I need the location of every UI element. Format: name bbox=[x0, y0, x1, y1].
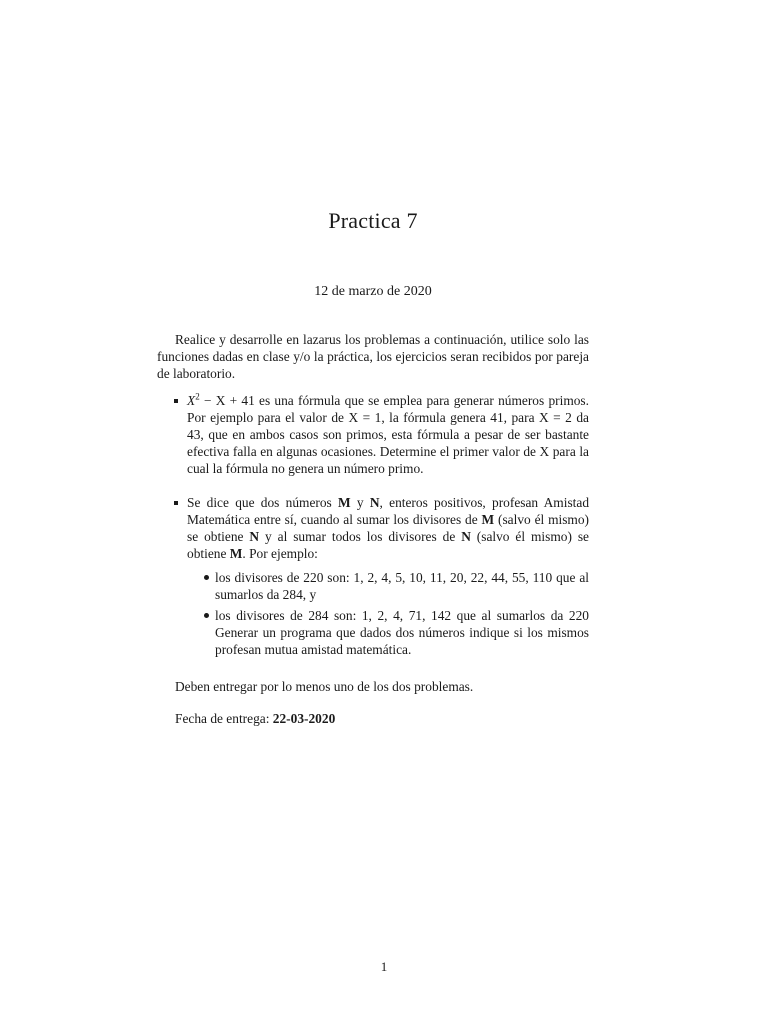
dot-bullet-icon bbox=[204, 613, 209, 618]
document-date: 12 de marzo de 2020 bbox=[314, 284, 432, 299]
problem-1-text-c: da 43, que en ambos casos son primos, esta fórmula a pesar de ser bastante efectiva falla en algunas ocasiones. Determine el primer valor de X para la cual la fórmula no genera un número primo. bbox=[187, 410, 590, 476]
due-date-paragraph bbox=[175, 710, 589, 727]
p2-m1: M bbox=[338, 495, 351, 510]
p2-n1: N bbox=[369, 495, 380, 510]
p2-t4: (salvo él mismo) se obtiene bbox=[187, 512, 589, 544]
p2-t6: (salvo él mismo) se obtiene bbox=[187, 529, 590, 561]
dot-bullet-icon bbox=[204, 575, 209, 580]
problem-1-text-a: es una fórmula que se emplea para generar números primos. Por ejemplo para el valor de bbox=[187, 393, 589, 425]
intro-paragraph: Realice y desarrolle en lazarus los problemas a continuación, utilice solo las funciones dadas en clase y/o la práctica, los ejercicios seran recibidos por pareja de laboratorio. bbox=[157, 332, 589, 381]
equation-x-1: X = 1 bbox=[348, 410, 382, 425]
problem-1-text bbox=[187, 393, 589, 476]
due-date-value: 22-03-2020 bbox=[272, 711, 336, 726]
formula-rest: − X + 41 bbox=[199, 393, 255, 408]
problem-2 bbox=[157, 494, 589, 658]
p2-m2: M bbox=[481, 512, 495, 527]
problem-1-text-b: , la fórmula genera 41, para bbox=[381, 410, 540, 425]
problem-list-2 bbox=[157, 494, 589, 662]
document-page bbox=[157, 0, 589, 1024]
example-list bbox=[187, 569, 589, 658]
example-text-220: los divisores de 220 son: 1, 2, 4, 5, 10, 11, 20, 22, 44, 55, 110 que al sumarlos da 284, y bbox=[215, 570, 589, 602]
formula-exponent: 2 bbox=[195, 391, 200, 402]
square-bullet-icon bbox=[174, 501, 178, 505]
document-title: Practica 7 bbox=[328, 208, 418, 233]
example-text-284: los divisores de 284 son: 1, 2, 4, 71, 142 que al sumarlos da 220 Generar un programa que dados dos números indique si los mismos profesan mutua amistad matemática. bbox=[215, 608, 589, 657]
problem-list-1 bbox=[157, 392, 589, 477]
p2-t5: y al sumar todos los divisores de bbox=[259, 529, 462, 544]
p2-n3: N bbox=[461, 529, 471, 544]
p2-t7: . Por ejemplo: bbox=[242, 546, 318, 561]
p2-t3: , enteros positivos, profesan Amistad Matemática entre sí, cuando al sumar los divisores de bbox=[187, 495, 590, 527]
square-bullet-icon bbox=[174, 399, 178, 403]
formula-variable: X bbox=[187, 393, 196, 408]
p2-m3: M bbox=[229, 546, 243, 561]
problem-2-text bbox=[187, 495, 589, 561]
p2-t2: y bbox=[350, 495, 370, 510]
closing-paragraph: Deben entregar por lo menos uno de los dos problemas. bbox=[175, 679, 474, 694]
page-number: 1 bbox=[380, 959, 388, 974]
problem-1 bbox=[157, 392, 589, 477]
p2-t1: Se dice que dos números bbox=[187, 495, 339, 510]
due-date-label: Fecha de entrega: bbox=[175, 711, 273, 726]
equation-x-2: X = 2 bbox=[539, 410, 572, 425]
example-item-220 bbox=[187, 569, 589, 603]
p2-n2: N bbox=[249, 529, 260, 544]
example-item-284 bbox=[187, 607, 589, 658]
